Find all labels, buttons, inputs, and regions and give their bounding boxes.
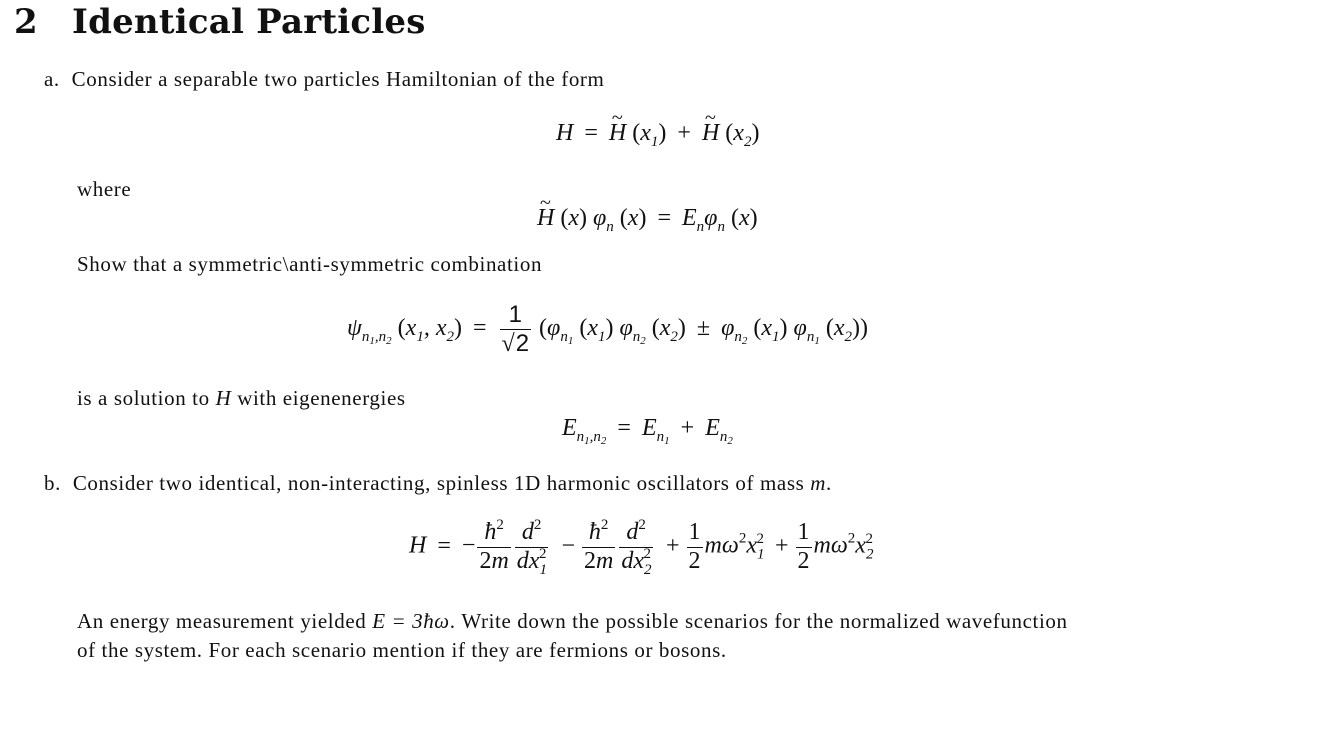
part-b-line1-suffix: . Write down the possible scenarios for the normalized wavefunction: [449, 609, 1068, 633]
equation-symmetric-combination: $\psi_{n_1,n_2}$ ($x_1$, $x_2$) = $\frac{1}{√2}$ ($\varphi_{n_1}$ $(x_1)$ $\varphi_{n_2}$ $(x_2) \pm \varphi_{n_2}$ $(x_1)$ $\varphi_{n_1}$ $(x_2)$): [347, 301, 868, 358]
part-b-measurement-line: [77, 609, 1068, 634]
part-a-show: Show that a symmetric\anti-symmetric combination: [77, 252, 543, 276]
part-b-intro-prefix: Consider two identical, non-interacting, spinless 1D harmonic oscillators of mass: [72, 471, 805, 495]
part-a-solution-suffix: with eigenenergies: [237, 386, 406, 410]
part-b-line1-prefix: An energy measurement yielded: [77, 609, 367, 633]
part-b-intro-line: [44, 471, 832, 496]
equation-single-particle: H ~ (x) $\varphi_n$ $(x) = E_n\varphi_n$ (x): [537, 206, 758, 230]
part-a-solution-line: [77, 386, 406, 411]
part-b-intro-suffix: .: [826, 471, 832, 495]
section-heading: [14, 2, 426, 42]
part-a-solution-var: H: [215, 386, 232, 410]
part-a-intro-line: [44, 67, 604, 92]
section-title: Identical Particles: [72, 2, 426, 42]
equation-oscillator-hamiltonian: H = − $\frac{ħ^2}{2m}$ $\frac{d^2}{dx_1^2}$ − $\frac{ħ^2}{2m}$ $\frac{d^2}{dx_2^2}$ + $\frac{1}{2}$ $m\omega^2x_1^2$ + $\frac{1}{2}$ $m\omega^2x_2^2$: [409, 517, 874, 579]
part-b-label: b.: [44, 471, 61, 495]
part-a-where: where: [77, 177, 132, 201]
section-number: 2: [14, 2, 38, 42]
part-b-line1-eq: E = 3ħω: [372, 609, 450, 633]
equation-hamiltonian-sum: H = H ~ $(x_1) + H$ ~ $(x_2)$: [556, 121, 759, 145]
part-b-intro-var: m: [810, 471, 826, 495]
part-a-intro: Consider a separable two particles Hamiltonian of the form: [71, 67, 605, 91]
equation-eigenenergies: $E_{n_1,n_2} = E_{n_1} + E_{n_2}$: [562, 415, 733, 447]
part-a-label: a.: [44, 67, 60, 91]
part-a-solution-prefix: is a solution to: [77, 386, 210, 410]
part-b-line2: of the system. For each scenario mention if they are fermions or bosons.: [77, 638, 727, 662]
